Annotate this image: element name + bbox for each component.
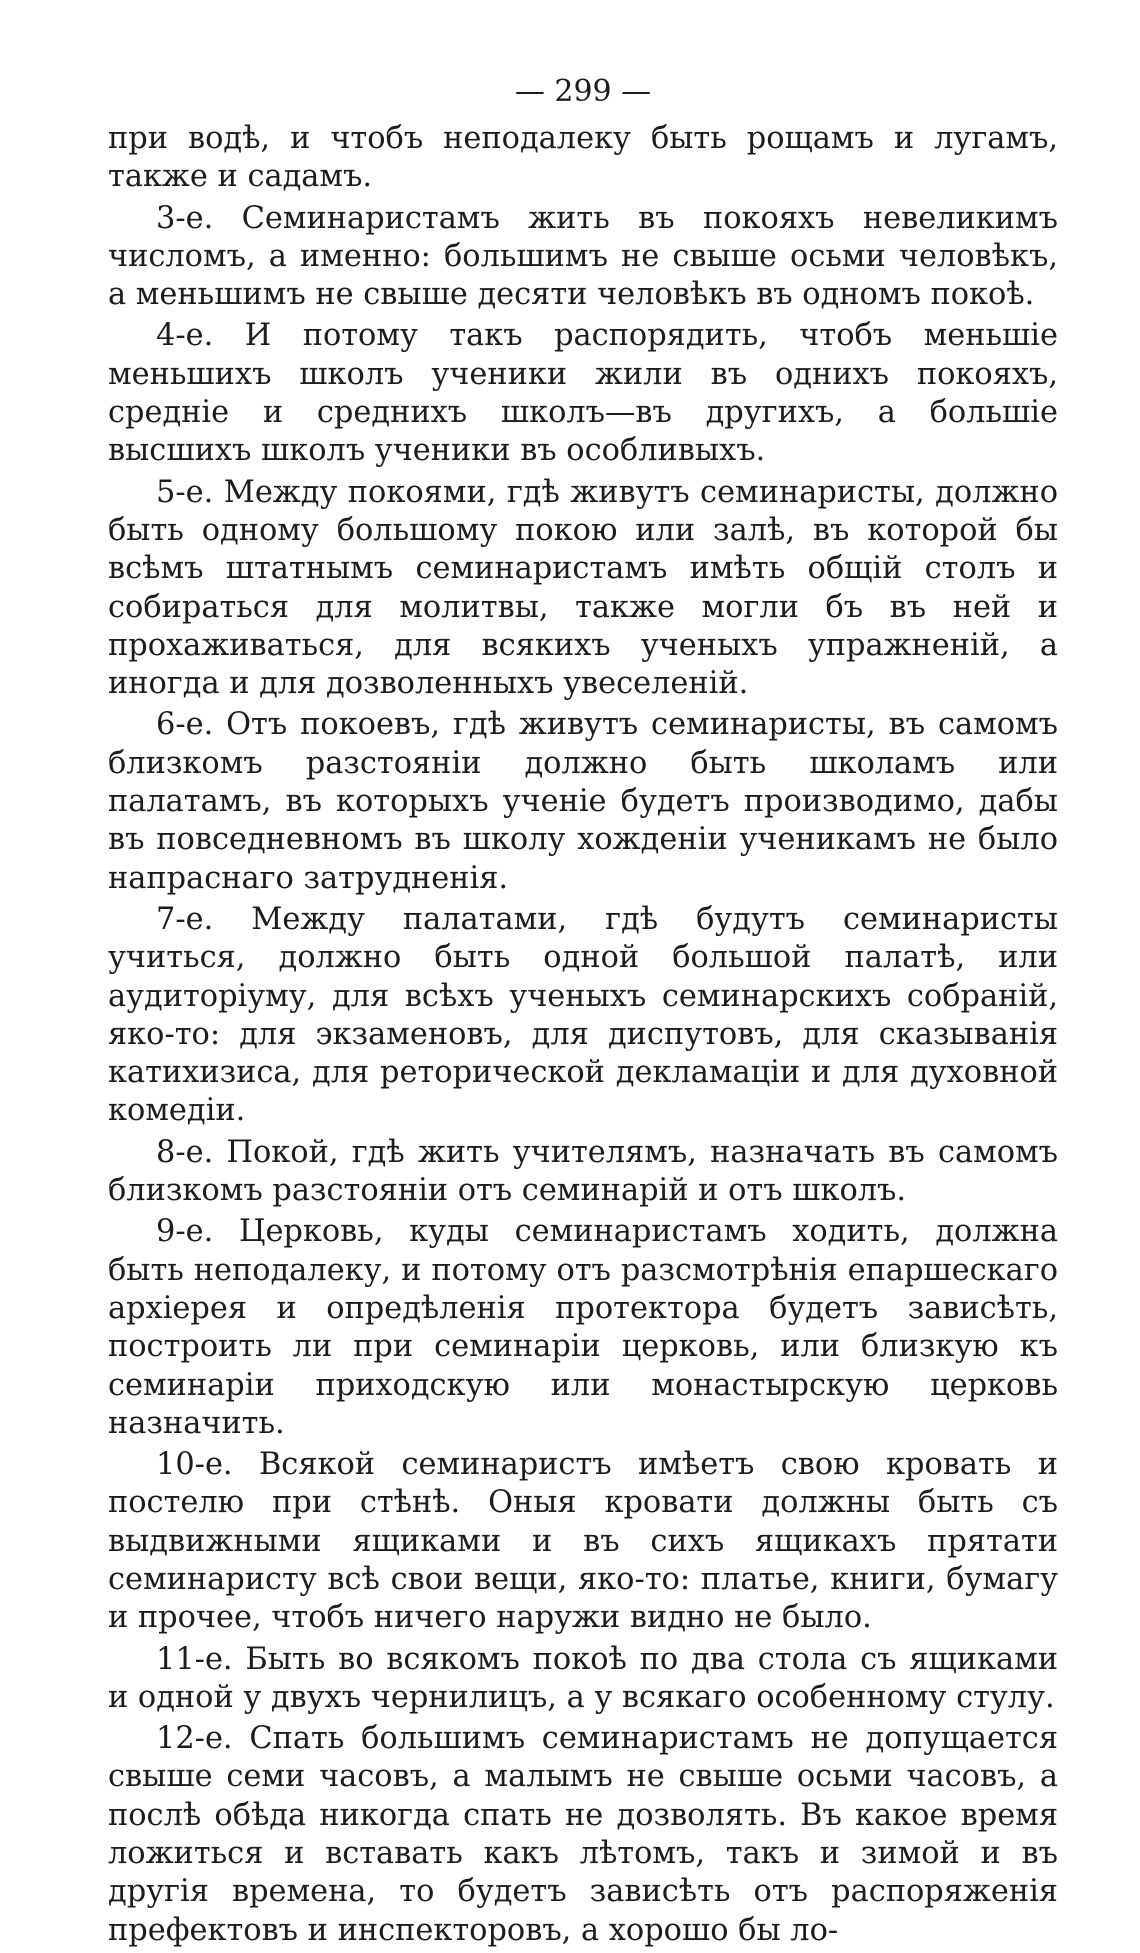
paragraph-item-4: 4-е. И потому такъ распорядить, чтобъ меньшіе меньшихъ школъ ученики жили въ однихъ покояхъ, средніе и среднихъ школъ—въ другихъ, а большіе высшихъ школъ ученики въ особливыхъ. <box>108 318 1058 469</box>
page-number: — 299 — <box>514 74 652 109</box>
paragraph-item-3: 3-е. Семинаристамъ жить въ покояхъ невеликимъ числомъ, а именно: большимъ не свыше осьми человѣкъ, а меньшимъ не свыше десяти человѣкъ въ одномъ покоѣ. <box>108 200 1058 313</box>
document-page <box>108 72 1058 1953</box>
paragraph-item-12: 12-е. Спать большимъ семинаристамъ не допущается свыше семи часовъ, а малымъ не свыше осьми часовъ, а послѣ обѣда никогда спать не дозволять. Въ какое время ложиться и вставать какъ лѣтомъ, такъ и зимой и въ другія времена, то будетъ зависѣть отъ распоряженія префектовъ и инспекторовъ, а хорошо бы ло- <box>108 1721 1058 1948</box>
paragraph-item-10: 10-е. Всякой семинаристъ имѣетъ свою кровать и постелю при стѣнѣ. Оныя кровати должны быть съ выдвижными ящиками и въ сихъ ящикахъ прятати семинаристу всѣ свои вещи, яко-то: платье, книги, бумагу и прочее, чтобъ ничего наружи видно не было. <box>108 1447 1058 1636</box>
paragraph-item-6: 6-е. Отъ покоевъ, гдѣ живутъ семинаристы, въ самомъ близкомъ разстояніи должно быть школамъ или палатамъ, въ которыхъ ученіе будетъ производимо, дабы въ повседневномъ въ школу хожденіи ученикамъ не было напраснаго затрудненія. <box>108 707 1058 896</box>
paragraph-item-9: 9-е. Церковь, куды семинаристамъ ходить, должна быть неподалеку, и потому отъ разсмотрѣнія епаршескаго архіерея и опредѣленія протектора будетъ зависѣть, построить ли при семинаріи церковь, или близкую къ семинаріи приходскую или монастырскую церковь назначить. <box>108 1214 1058 1441</box>
paragraph-item-5: 5-е. Между покоями, гдѣ живутъ семинаристы, должно быть одному большому покою или залѣ, въ которой бы всѣмъ штатнымъ семинаристамъ имѣть общій столъ и собираться для молитвы, также могли бъ въ ней и прохаживаться, для всякихъ ученыхъ упражненій, а иногда и для дозволенныхъ увеселеній. <box>108 474 1058 702</box>
paragraph-continuation: при водѣ, и чтобъ неподалеку быть рощамъ и лугамъ, также и садамъ. <box>108 121 1058 195</box>
paragraph-item-7: 7-е. Между палатами, гдѣ будутъ семинаристы учиться, должно быть одной большой палатѣ, или аудиторіуму, для всѣхъ ученыхъ семинарскихъ собраній, яко-то: для экзаменовъ, для диспутовъ, для сказыванія катихизиса, для реторической декламаціи и для духовной комедіи. <box>108 901 1058 1129</box>
paragraph-item-8: 8-е. Покой, гдѣ жить учителямъ, назначать въ самомъ близкомъ разстояніи отъ семинарій и отъ школъ. <box>108 1134 1058 1209</box>
paragraph-item-11: 11-е. Быть во всякомъ покоѣ по два стола съ ящиками и одной у двухъ чернилицъ, а у всякаго особенному стулу. <box>108 1641 1058 1715</box>
